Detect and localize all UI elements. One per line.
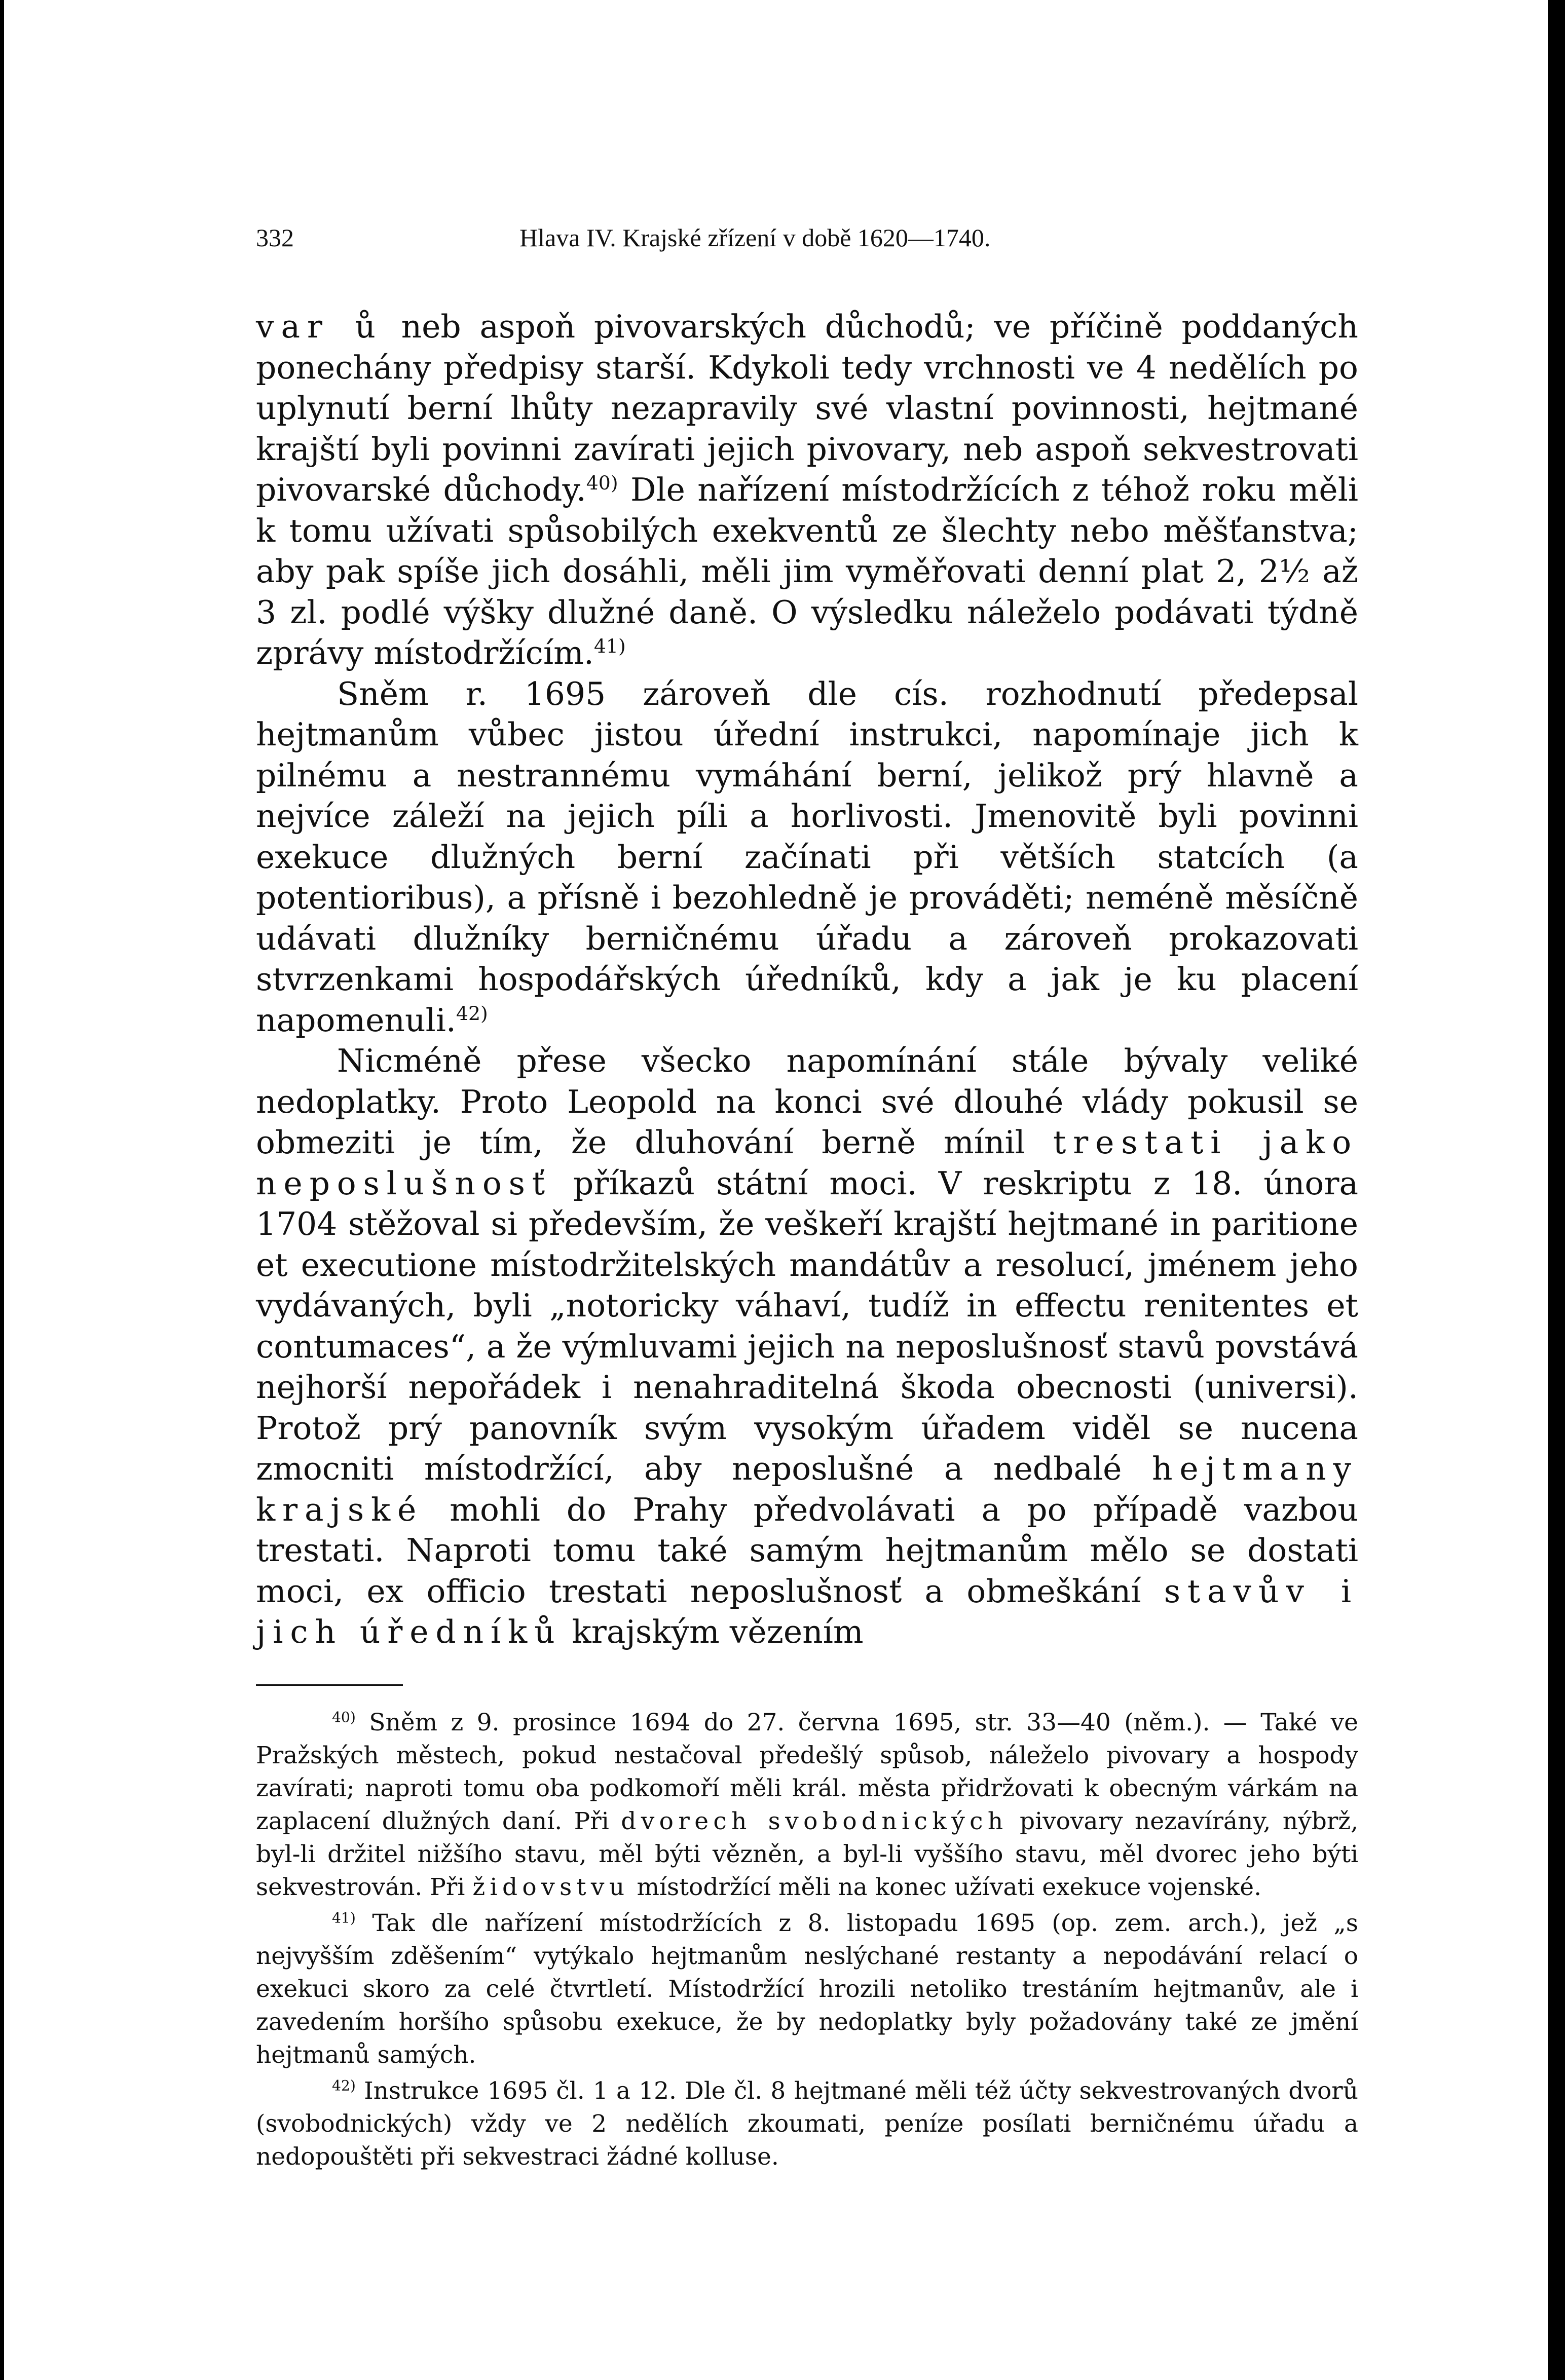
spaced-emphasis: hejtmany krajské — [256, 1450, 1358, 1528]
footnote-separator — [256, 1684, 403, 1686]
paragraph-2 — [256, 674, 1358, 1041]
scan-border-left — [0, 0, 4, 2380]
footnote-number: 42) — [332, 2076, 356, 2094]
footnote-41 — [256, 1907, 1358, 2071]
text-run: místodržící měli na konec užívati exekuce vojenské. — [629, 1873, 1262, 1901]
footnote-42 — [256, 2074, 1358, 2173]
scan-border-right — [1548, 0, 1565, 2380]
spaced-emphasis: trestati jako neposlušnosť — [256, 1124, 1358, 1202]
book-page — [256, 223, 1358, 2176]
text-run: příkazů státní moci. V reskriptu z 18. února 1704 stěžoval si především, že veškeří krajští hejtmané in paritione et executione místodržitelských mandátův a resolucí, jménem jeho vydávaných, byli „notoricky váhaví, tudíž in effectu renitentes et contumaces“, a že výmluvami jejich na neposlušnosť stavů povstává nejhorší nepořádek i nenahraditelná škoda obecnosti (universi). Protož prý panovník svým vysokým úřadem viděl se nucena zmocniti místodržící, aby neposlušné a nedbalé — [256, 1164, 1358, 1487]
spaced-emphasis: židovstvu — [472, 1873, 629, 1901]
text-run: pivovary nezavírány, nýbrž, byl-li držitel nižšího stavu, měl býti vězněn, a byl-li vyššího stavu, měl dvorec jeho býti sekvestrován. Při — [256, 1807, 1359, 1901]
text-run: Sněm r. 1695 zároveň dle cís. rozhodnutí předepsal hejtmanům vůbec jistou úřední instrukci, napomínaje jich k pilnému a nestrannému vymáhání berní, jelikož prý hlavně a nejvíce záleží na jejich píli a horlivosti. Jmenovitě byli povinni exekuce dlužných berní začínati při větších statcích (a potentioribus), a přísně i bezohledně je prováděti; neméně měsíčně udávati dlužníky berničnému úřadu a zároveň prokazovati stvrzenkami hospodářských úředníků, kdy a jak je ku placení napomenuli. — [256, 675, 1358, 1039]
text-run: Tak dle nařízení místodržících z 8. listopadu 1695 (op. zem. arch.), jež „s nejvyšším zděšením“ vytýkalo hejtmanům neslýchané restanty a nepodávání relací o exekuci skoro za celé čtvrtletí. Místodržící hrozili netoliko trestáním hejtmanův, ale i zavedením horšího spůsobu exekuce, že by nedoplatky byly požadovány také ze jmění hejtmanů samých. — [256, 1909, 1358, 2069]
paragraph-1 — [256, 307, 1358, 674]
text-run: mohli do Prahy předvolávati a po případě vazbou trestati. Naproti tomu také samým hejtmanům mělo se dostati moci, ex officio trestati neposlušnosť a obmeškání — [256, 1491, 1358, 1610]
page-header — [256, 223, 1358, 258]
text-run: Nicméně přese všecko napomínání stále bývaly veliké nedoplatky. Proto Leopold na konci své dlouhé vlády pokusil se obmeziti je tím, že dluhování berně mínil — [256, 1042, 1358, 1161]
text-run: neb aspoň pivovarských důchodů; ve příčině poddaných ponechány předpisy starší. Kdykoli tedy vrchnosti ve 4 nedělích po uplynutí berní lhůty nezapravily své vlastní povinnosti, hejtmané krajští byli povinni zavírati jejich pivovary, neb aspoň sekvestrovati pivovarské důchody. — [256, 308, 1359, 508]
footnote-ref-40[interactable]: 40) — [586, 472, 618, 494]
text-run: Instrukce 1695 čl. 1 a 12. Dle čl. 8 hejtmané měli též účty sekvestrovaných dvorů (svobodnických) vždy ve 2 nedělích zkoumati, peníze posílati berničnému úřadu a nedopouštěti při sekvestraci žádné kolluse. — [256, 2076, 1358, 2171]
spaced-emphasis: stavův i jich úředníků — [256, 1572, 1358, 1650]
footnote-number: 41) — [332, 1909, 356, 1926]
spaced-emphasis: var ů — [256, 308, 383, 345]
paragraph-3 — [256, 1041, 1358, 1653]
footnote-number: 40) — [332, 1708, 356, 1725]
text-run: Dle nařízení místodržících z téhož roku měli k tomu užívati spůsobilých exekventů ze šlechty nebo měšťanstva; aby pak spíše jich dosáhli, měli jim vyměřovati denní plat 2, 2½ až 3 zl. podlé výšky dlužné daně. O výsledku náleželo podávati týdně zprávy místodržícím. — [256, 471, 1358, 671]
footnote-40 — [256, 1706, 1358, 1904]
footnotes — [256, 1706, 1358, 2173]
main-text — [256, 307, 1358, 1653]
running-title: Hlava IV. Krajské zřízení v době 1620—1740. — [519, 223, 991, 252]
text-run: krajským vězením — [562, 1613, 864, 1650]
footnote-ref-42[interactable]: 42) — [456, 1002, 488, 1025]
footnote-ref-41[interactable]: 41) — [593, 635, 626, 657]
text-run: Sněm z 9. prosince 1694 do 27. června 1695, str. 33—40 (něm.). — Také ve Pražských městech, pokud nestačoval předešlý spůsob, náleželo pivovary a hospody zavírati; naproti tomu oba podkomoří měli král. města přidržovati k obecným várkám na zaplacení dlužných daní. Při — [256, 1708, 1358, 1835]
page-number: 332 — [256, 223, 294, 252]
spaced-emphasis: dvorech svobodnických — [621, 1807, 1008, 1835]
